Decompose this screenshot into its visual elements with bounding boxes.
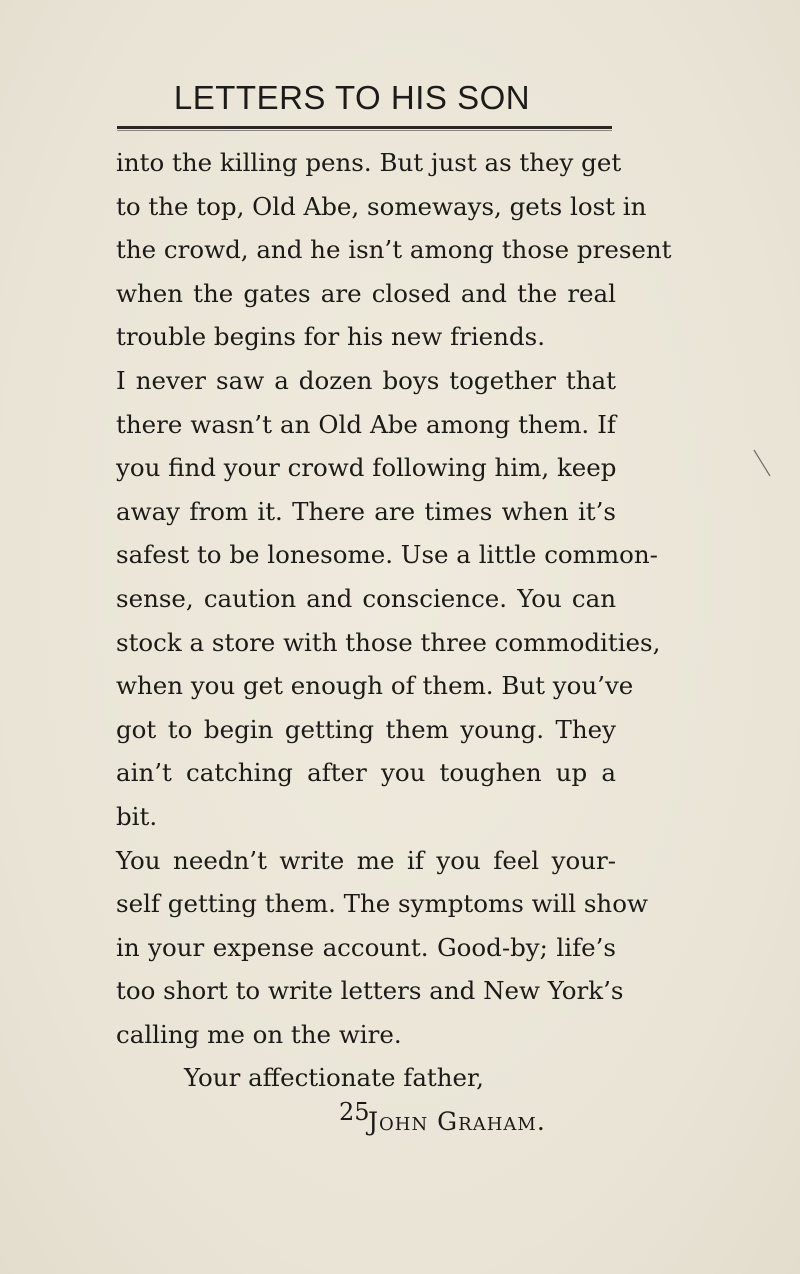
letter-body [116,141,672,1144]
text-line: to the top, Old Abe, someways, gets lost in [116,191,647,221]
text-line: the crowd, and he isn’t among those present [116,235,672,265]
header-rule [117,126,612,129]
text-line: sense, caution and conscience. You can [116,583,616,613]
text-line: ain’t catching after you toughen up a [116,758,616,788]
text-line: there wasn’t an Old Abe among them. If [116,409,616,439]
page-number: 25 [339,1098,370,1126]
text-line: when the gates are closed and the real [116,278,616,308]
closing-salutation: Your affectionate father, [184,1063,484,1093]
text-line: stock a store with those three commodities, [116,627,661,657]
pencil-mark [752,448,774,478]
text-line: safest to be lonesome. Use a little common- [116,540,658,570]
text-line: got to begin getting them young. They [116,714,616,744]
text-line: I never saw a dozen boys together that [116,365,616,395]
text-line: trouble begins for his new friends. [116,322,546,352]
text-line: bit. [116,801,158,831]
text-line: You needn’t write me if you feel your- [116,845,616,875]
text-line: in your expense account. Good-by; life’s [116,932,616,962]
text-line: too short to write letters and New York’s [116,976,624,1006]
text-line: calling me on the wire. [116,1019,402,1049]
text-line: into the killing pens. But just as they get [116,148,622,177]
text-line: self getting them. The symptoms will show [116,889,648,919]
text-line: you find your crowd following him, keep [116,453,617,483]
running-head: LETTERS TO HIS SON [173,79,531,116]
text-line: away from it. There are times when it’s [116,496,616,526]
signature: John Graham. [368,1107,546,1137]
header-rule-thin [117,130,612,131]
text-line: when you get enough of them. But you’ve [116,671,634,701]
